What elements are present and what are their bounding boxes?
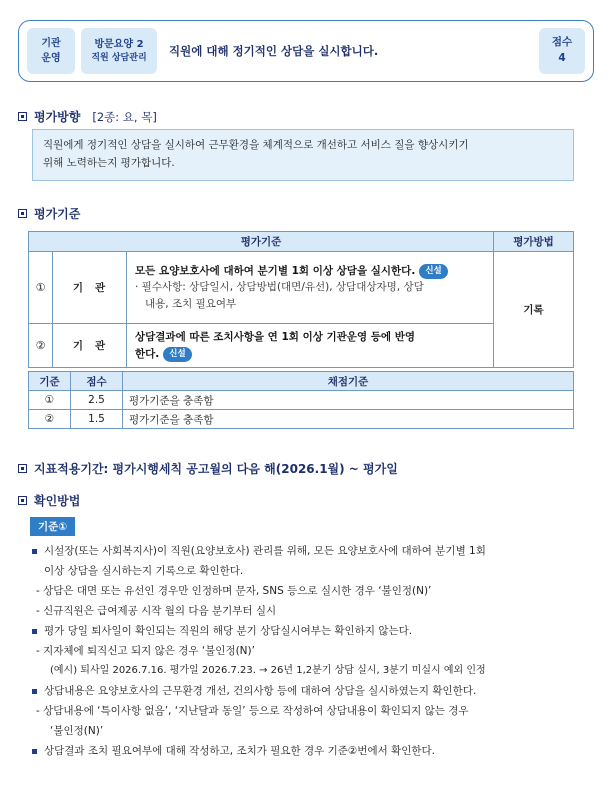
criteria-main-line2-text: 한다. xyxy=(135,347,160,360)
confirm-list xyxy=(30,543,590,763)
criteria-col-header: 평가기준 xyxy=(29,232,494,252)
square-bullet-icon xyxy=(18,112,27,121)
new-badge: 신설 xyxy=(419,264,447,279)
scoring-standard: 평가기준을 충족함 xyxy=(123,391,574,410)
area-line2: 운영 xyxy=(41,53,61,64)
scoring-num: ② xyxy=(29,410,71,429)
criteria-num: ① xyxy=(29,252,53,324)
criteria-label: 기관 xyxy=(53,324,127,368)
purpose-text-line2: 위해 노력하는지 평가합니다. xyxy=(43,156,175,169)
criteria-sub-line2: 내용, 조치 필요여부 xyxy=(145,297,237,310)
square-bullet-icon xyxy=(18,496,27,505)
confirm-heading xyxy=(18,492,80,509)
square-bullet-icon xyxy=(18,209,27,218)
criteria-main-text: 모든 요양보호사에 대하여 분기별 1회 이상 상담을 실시한다. xyxy=(135,265,416,278)
purpose-note: [2종: 요, 목] xyxy=(92,109,157,124)
scoring-row xyxy=(29,391,574,410)
item-chip xyxy=(81,28,157,74)
scoring-table xyxy=(28,371,574,429)
score-chip xyxy=(539,28,585,74)
scoring-standard: 평가기준을 충족함 xyxy=(123,410,574,429)
criteria-heading xyxy=(18,205,80,222)
criteria-heading-text: 평가기준 xyxy=(34,207,81,221)
criteria-main-line1: 상담결과에 따른 조치사항을 연 1회 이상 기관운영 등에 반영 xyxy=(135,331,415,344)
confirm-heading-text: 확인방법 xyxy=(34,494,81,508)
scoring-points: 2.5 xyxy=(71,391,123,410)
scoring-col-standard: 채점기준 xyxy=(123,372,574,391)
criteria-table xyxy=(28,231,574,368)
purpose-text-line1: 직원에게 정기적인 상담을 실시하여 근무환경을 체계적으로 개선하고 서비스 질을 향상시키기 xyxy=(43,139,469,151)
square-bullet-icon xyxy=(18,464,27,473)
criteria-num: ② xyxy=(29,324,53,368)
indicator-header xyxy=(18,20,594,82)
method-col-header: 평가방법 xyxy=(494,232,574,252)
criteria-row xyxy=(29,324,574,368)
list-item: - 신규직원은 급여제공 시작 월의 다음 분기부터 실시 xyxy=(36,605,277,617)
list-item: 시설장(또는 사회복지사)이 직원(요양보호사) 관리를 위해, 모든 요양보호사에 대하여 분기별 1회 xyxy=(30,543,590,563)
area-chip xyxy=(27,28,75,74)
criterion-tag: 기준① xyxy=(30,517,75,536)
score-value: 4 xyxy=(558,52,566,64)
item-line2: 직원 상담관리 xyxy=(91,52,147,63)
score-label: 점수 xyxy=(551,36,573,49)
purpose-heading xyxy=(18,108,157,125)
criteria-main xyxy=(135,263,485,279)
list-item: - 상담은 대면 또는 유선인 경우만 인정하며 문자, SNS 등으로 실시한 경우 ‘불인정(N)’ xyxy=(36,585,432,597)
area-line1: 기관 xyxy=(41,38,61,49)
list-item: 상담내용은 요양보호사의 근무환경 개선, 건의사항 등에 대하여 상담을 실시하였는지 확인한다. xyxy=(30,683,590,703)
period-heading-text: 지표적용기간: 평가시행세칙 공고월의 다음 해(2026.1월) ~ 평가일 xyxy=(34,462,398,476)
list-item: (예시) 퇴사일 2026.7.16. 평가일 2026.7.23. → 26년 1,2분기 상담 실시, 3분기 미실시 예외 인정 xyxy=(50,665,486,676)
scoring-num: ① xyxy=(29,391,71,410)
scoring-col-criterion: 기준 xyxy=(29,372,71,391)
purpose-heading-text: 평가방향 xyxy=(34,110,81,124)
indicator-title: 직원에 대해 정기적인 상담을 실시합니다. xyxy=(169,43,379,58)
criteria-content xyxy=(127,252,494,324)
criteria-sub-line1: · 필수사항: 상담일시, 상담방법(대면/유선), 상담대상자명, 상담 xyxy=(135,281,424,294)
criteria-label: 기관 xyxy=(53,252,127,324)
item-line1: 방문요양 2 xyxy=(94,38,144,50)
scoring-col-points: 점수 xyxy=(71,372,123,391)
purpose-box xyxy=(32,129,574,181)
list-item: 상담결과 조치 필요여부에 대해 작성하고, 조치가 필요한 경우 기준②번에서 확인한다. xyxy=(30,743,590,763)
list-item: ‘불인정(N)’ xyxy=(50,725,104,737)
period-heading xyxy=(18,460,398,477)
list-item: - 상담내용에 ‘특이사항 없음’, ‘지난달과 동일’ 등으로 작성하여 상담내용이 확인되지 않는 경우 xyxy=(36,705,469,717)
scoring-row xyxy=(29,410,574,429)
list-item: - 지자체에 퇴직신고 되지 않은 경우 ‘불인정(N)’ xyxy=(36,645,255,657)
criteria-content xyxy=(127,324,494,368)
list-item: 이상 상담을 실시하는지 기록으로 확인한다. xyxy=(44,565,244,577)
criteria-method: 기록 xyxy=(494,252,574,368)
criteria-row xyxy=(29,252,574,324)
list-item: 평가 당일 퇴사일이 확인되는 직원의 해당 분기 상담실시여부는 확인하지 않는다. xyxy=(30,623,590,643)
scoring-points: 1.5 xyxy=(71,410,123,429)
new-badge: 신설 xyxy=(163,347,191,362)
criteria-main-line2 xyxy=(135,346,485,362)
